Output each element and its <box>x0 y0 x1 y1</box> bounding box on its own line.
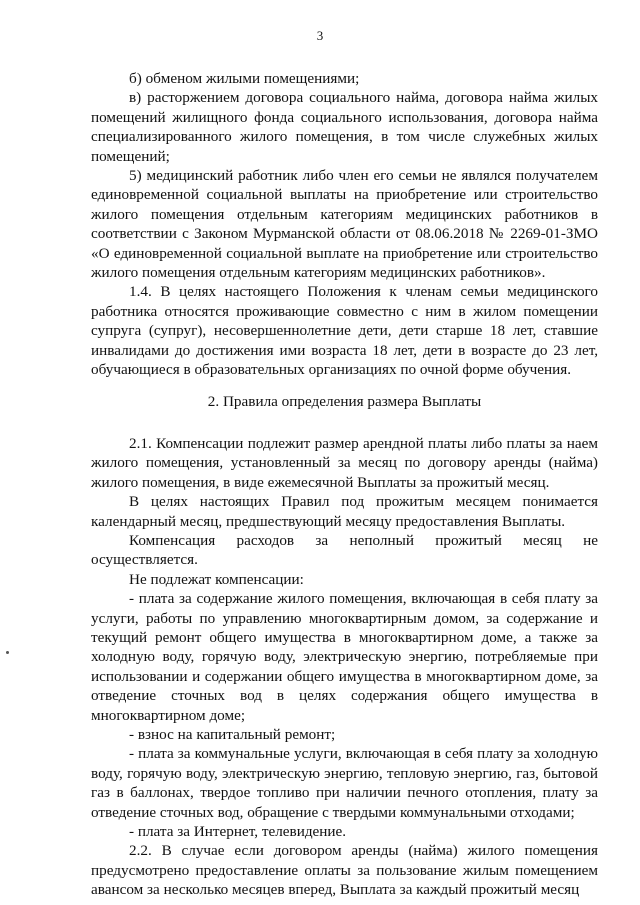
paragraph-2-2: 2.2. В случае если договором аренды (найма) жилого помещения предусмотрено предоставление оплаты за пользование жилым помещением авансом за несколько месяцев вперед, Выплата за каждый прожитый месяц <box>91 842 598 899</box>
paragraph-prozhityi-mesyac: В целях настоящих Правил под прожитым месяцем понимается календарный месяц, предшествующий месяцу предоставления Выплаты. <box>91 493 598 530</box>
paragraph-b: б) обменом жилыми помещениями; <box>129 70 360 87</box>
section-heading-2: 2. Правила определения размера Выплаты <box>207 392 482 410</box>
paragraph-2-1: 2.1. Компенсации подлежит размер арендной платы либо платы за наем жилого помещения, установленный за месяц по договору аренды (найма) жилого помещения, в виде ежемесячной Выплаты за прожитый месяц. <box>91 434 598 491</box>
list-item-kommunalnye: - плата за коммунальные услуги, включающая в себя плату за холодную воду, горячую воду, электрическую энергию, тепловую энергию, газ, бытовой газ в баллонах, твердое топливо при наличии печного отопления, плату за отведение сточных вод, обращение с твердыми коммунальными отходами; <box>91 745 598 821</box>
paragraph-5: 5) медицинский работник либо член его семьи не являлся получателем единовременной социальной выплаты на приобретение или строительство жилого помещения отдельным категориям медицинских работников в соответствии с Законом Мурманской области от 08.06.2018 № 2269-01-ЗМО «О единовременной социальной выплате на приобретение или строительство жилого помещения отдельным категориям медицинских работников». <box>91 167 598 282</box>
paragraph-1-4: 1.4. В целях настоящего Положения к членам семьи медицинского работника относятся проживающие совместно с ним в жилом помещении супруга (супруг), несовершеннолетние дети, дети старше 18 лет, ставшие инвалидами до достижения ими возраста 18 лет, дети в возрасте до 23 лет, обучающиеся в образовательных организациях по очной форме обучения. <box>91 283 598 379</box>
paragraph-kompensaciya-line2: осуществляется. <box>91 551 198 569</box>
page-number: 3 <box>316 28 324 43</box>
paragraph-kompensaciya-line1: Компенсация расходов за неполный прожитый месяц не <box>129 531 598 549</box>
scan-mark <box>6 651 9 654</box>
list-item-kapremont: - взнос на капитальный ремонт; <box>129 726 336 743</box>
list-item-soderzhanie: - плата за содержание жилого помещения, включающая в себя плату за услуги, работы по управлению многоквартирным домом, за содержание и текущий ремонт общего имущества в многоквартирном доме, а также за холодную воду, горячую воду, электрическую энергию, потребляемые при использовании и содержании общего имущества в многоквартирном доме, за отведение сточных вод в целях содержания общего имущества в многоквартирном доме; <box>91 590 598 724</box>
document-body <box>91 69 598 900</box>
paragraph-ne-podlezhat: Не подлежат компенсации: <box>129 570 304 588</box>
paragraph-v: в) расторжением договора социального найма, договора найма жилых помещений жилищного фонда социального использования, договора найма специализированного жилого помещения, в том числе служебных жилых помещений; <box>91 89 598 165</box>
list-item-internet: - плата за Интернет, телевидение. <box>129 823 347 841</box>
